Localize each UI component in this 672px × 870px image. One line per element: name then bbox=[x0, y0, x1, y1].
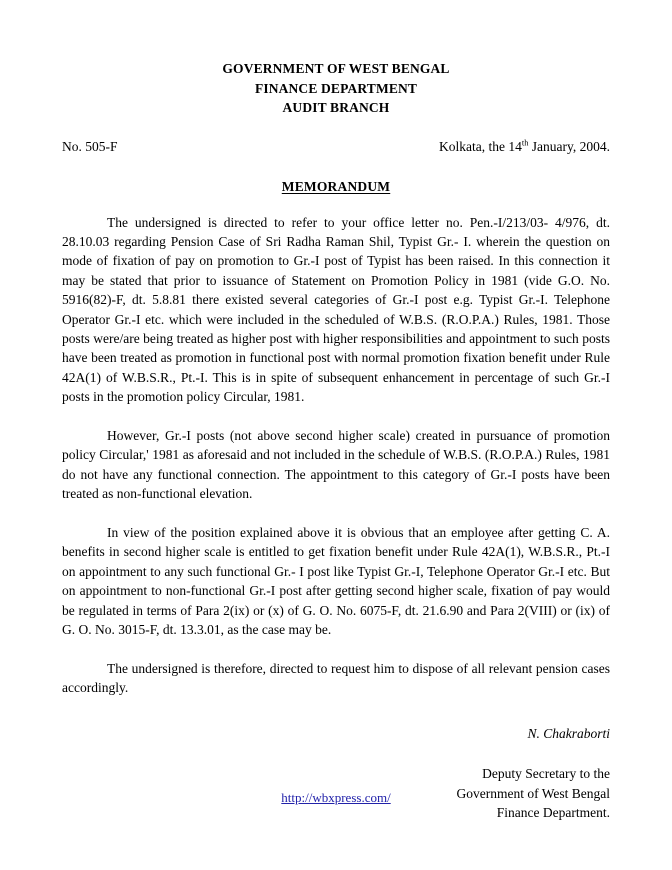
place-date-prefix: Kolkata, the 14 bbox=[439, 138, 522, 154]
letterhead-line-department: FINANCE DEPARTMENT bbox=[254, 80, 418, 96]
letterhead bbox=[62, 59, 610, 118]
designation-line-1: Deputy Secretary to the bbox=[482, 766, 610, 782]
memo-number: No. 505-F bbox=[62, 138, 118, 154]
page-title bbox=[62, 177, 610, 197]
document-content bbox=[62, 213, 610, 698]
source-website-link[interactable]: http://wbxpress.com/ bbox=[281, 790, 391, 805]
letterhead-line-government: GOVERNMENT OF WEST BENGAL bbox=[222, 61, 450, 76]
place-and-date bbox=[439, 137, 610, 157]
designation-line-2: Government of West Bengal bbox=[456, 785, 610, 801]
page-title-text: MEMORANDUM bbox=[281, 179, 391, 194]
letterhead-line-branch: AUDIT BRANCH bbox=[282, 100, 390, 115]
paragraph-3: In view of the position explained above it is obvious that an employee after getting C. A. benefits in second higher scale is entitled to get fixation benefit under Rule 42A(1), W.B.S.R., Pt.-I on appointment to any such functional Gr.- I post like Typist Gr.-I, Telephone Operator Gr.-I etc. But on appointment to non-functional Gr.-I post after getting second higher scale, fixation of pay would be regulated in terms of Para 2(ix) or (x) of G. O. No. 6075-F, dt. 21.6.90 and Para 2(VIII) or (ix) of G. O. No. 3015-F, dt. 13.3.01, as the case may be. bbox=[62, 524, 610, 637]
reference-line bbox=[62, 137, 610, 157]
place-date-suffix: January, 2004. bbox=[528, 138, 610, 154]
signatory-name: N. Chakraborti bbox=[527, 725, 610, 741]
paragraph-1: The undersigned is directed to refer to your office letter no. Pen.-I/213/03- 4/976, dt. 28.10.03 regarding Pension Case of Sri Radha Raman Shil, Typist Gr.- I. wherein the question on mode of fixation of pay on promotion to Gr.-I post of Typist has been raised. In this connection it may be stated that prior to issuance of Statement on Promotion Policy in 1981 (vide G.O. No. 5916(82)-F, dt. 5.8.81 there existed several categories of Gr.-I post e.g. Typist Gr.-I. Telephone Operator Gr.-I etc. which were included in the scheduled of W.B.S. (R.O.P.A.) Rules, 1981. Those posts were/are being treated as higher post with higher responsibilities and appointment to such posts have been treated as promotion in functional post with normal promotion fixation benefit under Rule 42A(1) of W.B.S.R., Pt.-I. This is in spite of subsequent enhancement in percentage of such Gr.-I posts in the promotion policy Circular, 1981. bbox=[62, 214, 610, 405]
footer bbox=[0, 789, 672, 807]
document-body bbox=[62, 0, 610, 822]
paragraph-2: However, Gr.-I posts (not above second higher scale) created in pursuance of promotion policy Circular,' 1981 as aforesaid and not included in the schedule of W.B.S. (R.O.P.A.) Rules, 1981 do not have any functional connection. The appointment to this category of Gr.-I posts have been treated as non-functional elevation. bbox=[62, 427, 610, 502]
date-ordinal-suffix: th bbox=[521, 138, 529, 147]
paragraph-4: The undersigned is therefore, directed to request him to dispose of all relevant pension cases accordingly. bbox=[62, 660, 610, 696]
designation-line-3: Finance Department. bbox=[496, 804, 610, 820]
